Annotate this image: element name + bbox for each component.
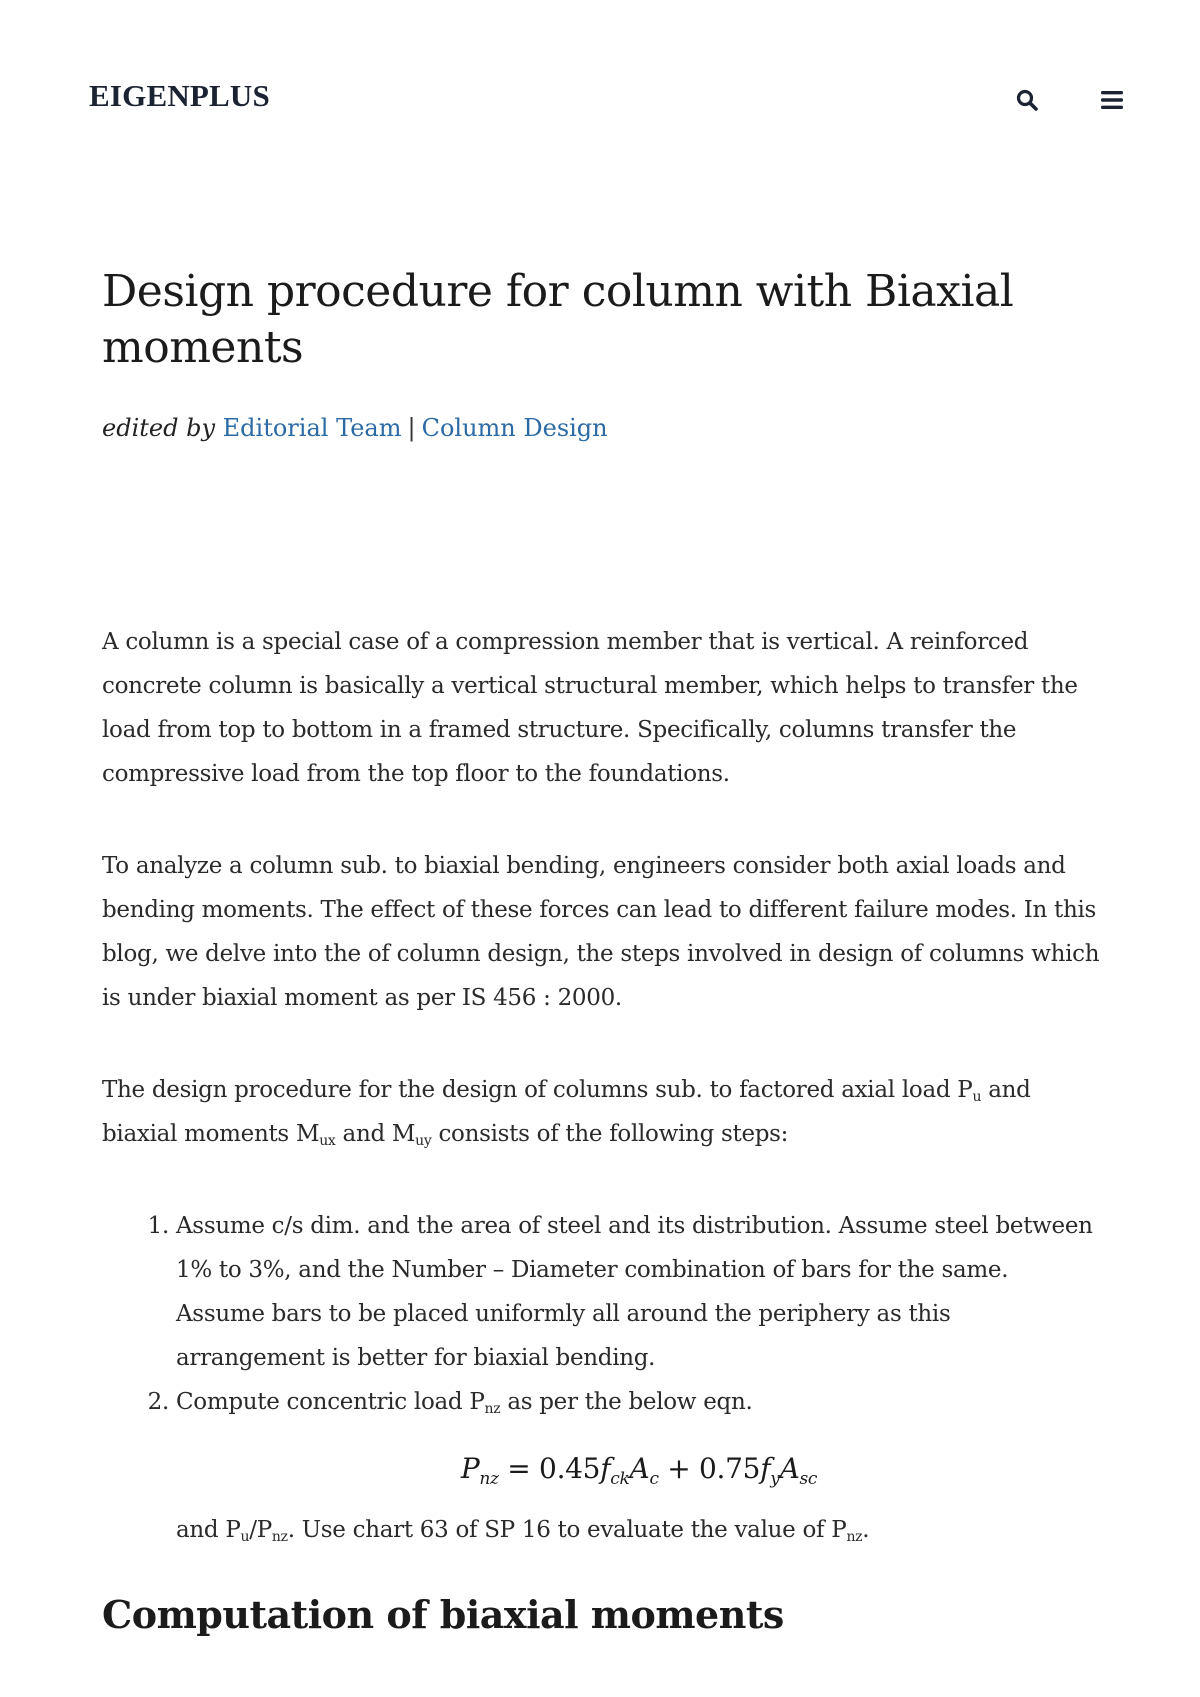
paragraph-procedure: The design procedure for the design of columns sub. to factored axial load $P_u$ and biaxial moments $M_{ux}$ and $M_{uy}$ consists of the following steps: [102, 1077, 1031, 1149]
hamburger-menu-icon [1100, 89, 1124, 111]
article-body [102, 620, 1102, 1552]
article-byline [102, 412, 608, 444]
section-heading: Computation of biaxial moments [102, 1592, 784, 1637]
paragraph-analysis: To analyze a column sub. to biaxial bending, engineers consider both axial loads and bending moments. The effect of these forces can lead to different failure modes. In this blog, we delve into the of column design, the steps involved in design of columns which is under biaxial moment as per IS 456 : 2000. [102, 853, 1100, 1011]
search-button[interactable] [1013, 86, 1041, 114]
article-title: Design procedure for column with Biaxial moments [102, 266, 1014, 373]
step2-followup: and $P_u/P_{nz}$. Use chart 63 of SP 16 to evaluate the value of $P_{nz}$. [176, 1517, 870, 1545]
paragraph-intro: A column is a special case of a compression member that is vertical. A reinforced concrete column is basically a vertical structural member, which helps to transfer the load from top to bottom in a framed structure. Specifically, columns transfer the compressive load from the top floor to the foundations. [102, 629, 1078, 787]
site-header [0, 0, 1200, 200]
site-logo[interactable]: EIGENPLUS [89, 78, 270, 113]
byline-prefix: edited by [102, 414, 216, 442]
concentric-load-formula: $P_{nz} = 0.45f_{ck}A_c + 0.75f_yA_{sc}$ [460, 1452, 818, 1489]
menu-button[interactable] [1098, 86, 1126, 114]
category-link[interactable]: Column Design [421, 414, 608, 442]
list-item: 1. Assume c/s dim. and the area of steel and its distribution. Assume steel between 1% to 3%, and the Number – Diameter combination of bars for the same. Assume bars to be placed uniformly all around the periphery as this arrangement is better for biaxial bending. [176, 1204, 1102, 1380]
byline-separator: | [407, 414, 416, 442]
author-link[interactable]: Editorial Team [222, 414, 402, 442]
search-icon [1015, 88, 1039, 112]
design-steps-list [102, 1204, 1102, 1552]
list-item: 2. Compute concentric load $P_{nz}$ as per the below eqn. $P_{nz} = 0.45f_{ck}A_c + 0.75f_yA_{sc}$ and $P_u/P_{nz}$. Use chart 63 of SP 16 to evaluate the value of $P_{nz}$. [176, 1380, 1102, 1552]
